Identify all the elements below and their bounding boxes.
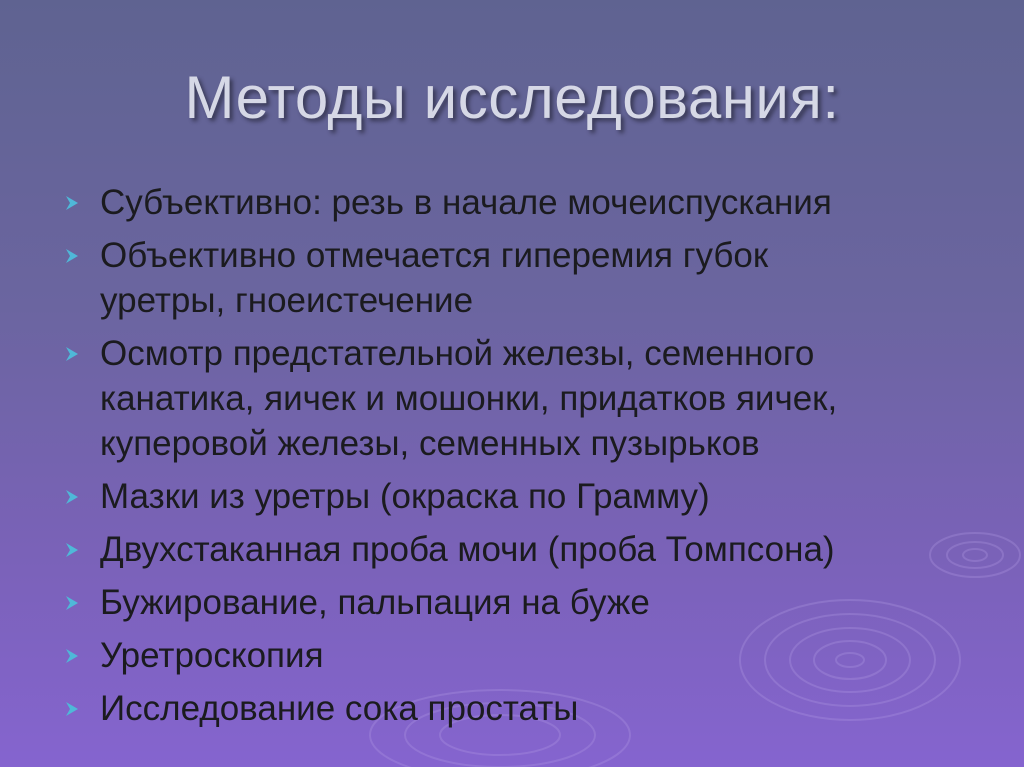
chevron-arrow-icon [62,239,88,273]
bullet-text: Субъективно: резь в начале мочеиспускания [100,183,832,222]
chevron-arrow-icon [62,480,88,514]
list-item [62,580,962,625]
list-item [62,527,962,572]
bullet-text: Уретроскопия [100,636,324,675]
chevron-arrow-icon [62,639,88,673]
bullet-text: Мазки из уретры (окраска по Грамму) [100,477,710,516]
list-item [62,686,962,731]
bullet-text: Исследование сока простаты [100,689,579,728]
bullet-text: Объективно отмечается гиперемия губок уретры, гноеистечение [100,236,769,320]
list-item [62,474,962,519]
bullet-text: Осмотр предстательной железы, семенного канатика, яичек и мошонки, придатков яичек, куперовой железы, семенных пузырьков [100,334,838,463]
list-item [62,180,962,225]
chevron-arrow-icon [62,337,88,371]
chevron-arrow-icon [62,533,88,567]
bullet-list [62,180,962,739]
chevron-arrow-icon [62,586,88,620]
list-item [62,633,962,678]
bullet-text: Двухстаканная проба мочи (проба Томпсона) [100,530,835,569]
bullet-text: Бужирование, пальпация на буже [100,583,650,622]
chevron-arrow-icon [62,186,88,220]
list-item [62,233,962,323]
slide-title: Методы исследования: [184,64,840,131]
list-item [62,331,962,466]
chevron-arrow-icon [62,692,88,726]
